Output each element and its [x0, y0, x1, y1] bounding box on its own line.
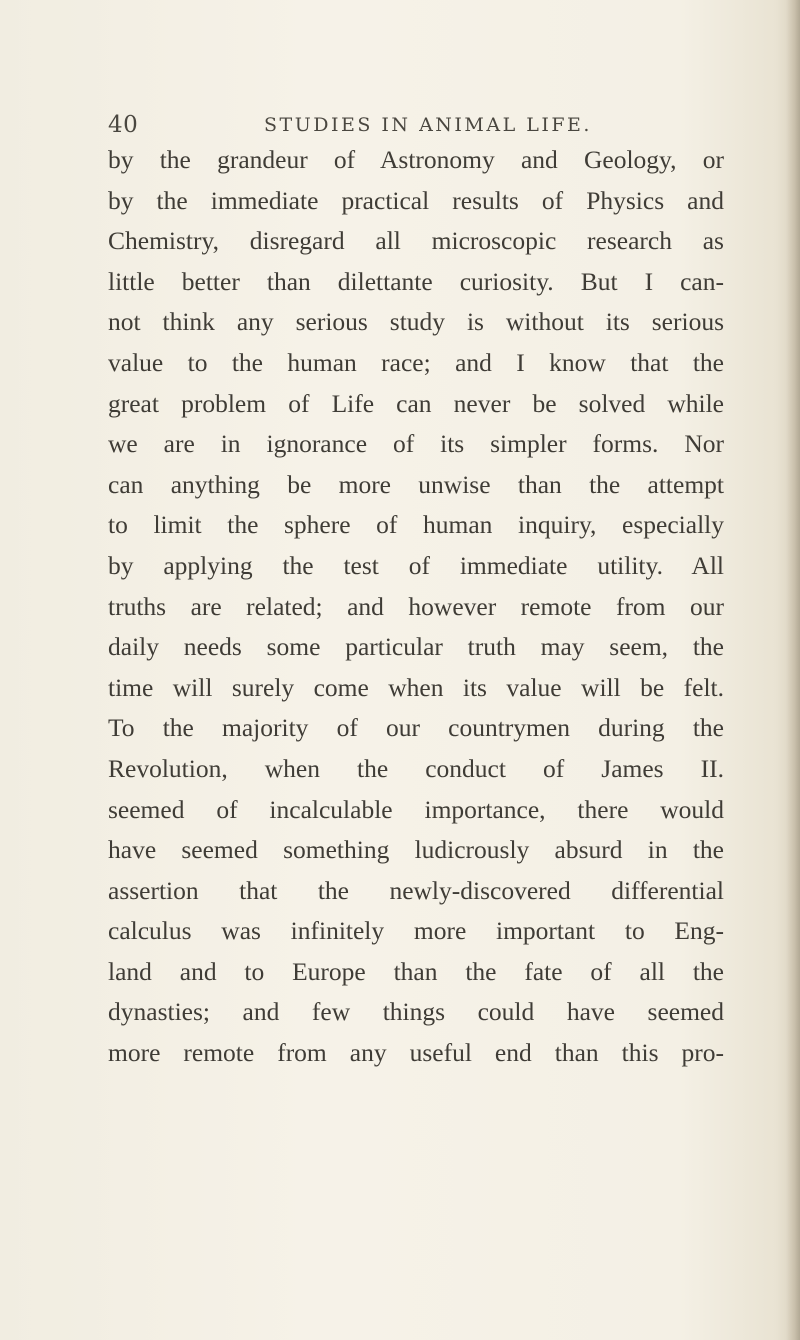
- text-line: time will surely come when its value will be felt.: [108, 672, 724, 702]
- text-line: little better than dilettante curiosity. But I can-: [108, 266, 724, 296]
- text-line: calculus was infinitely more important to Eng-: [108, 916, 724, 946]
- text-line: by applying the test of immediate utility. All: [108, 550, 724, 580]
- text-line: can anything be more unwise than the attempt: [108, 469, 724, 499]
- text-line: to limit the sphere of human inquiry, especially: [108, 510, 724, 540]
- text-line: seemed of incalculable importance, there would: [108, 794, 724, 824]
- text-line: by the grandeur of Astronomy and Geology, or: [108, 145, 724, 174]
- text-line: dynasties; and few things could have seemed: [108, 997, 724, 1027]
- text-line: not think any serious study is without its serious: [108, 307, 724, 337]
- text-line: value to the human race; and I know that the: [108, 347, 724, 377]
- text-line: Chemistry, disregard all microscopic research as: [108, 226, 724, 256]
- text-line: have seemed something ludicrously absurd in the: [108, 835, 724, 865]
- page-number: 40: [108, 112, 139, 138]
- text-line: daily needs some particular truth may seem, the: [108, 632, 724, 662]
- page-edge-shadow: [786, 0, 800, 1340]
- text-line: truths are related; and however remote from our: [108, 591, 724, 621]
- text-line: Revolution, when the conduct of James II.: [108, 753, 724, 783]
- text-line: To the majority of our countrymen during the: [108, 713, 724, 743]
- text-line: by the immediate practical results of Physics and: [108, 185, 724, 215]
- text-line: land and to Europe than the fate of all the: [108, 956, 724, 986]
- text-line: assertion that the newly-discovered differential: [108, 875, 724, 905]
- running-title: STUDIES IN ANIMAL LIFE.: [264, 114, 592, 136]
- text-line: we are in ignorance of its simpler forms. Nor: [108, 429, 724, 459]
- text-line: more remote from any useful end than this pro-: [108, 1038, 724, 1068]
- body-text: [108, 140, 724, 1074]
- text-line: great problem of Life can never be solved while: [108, 388, 724, 418]
